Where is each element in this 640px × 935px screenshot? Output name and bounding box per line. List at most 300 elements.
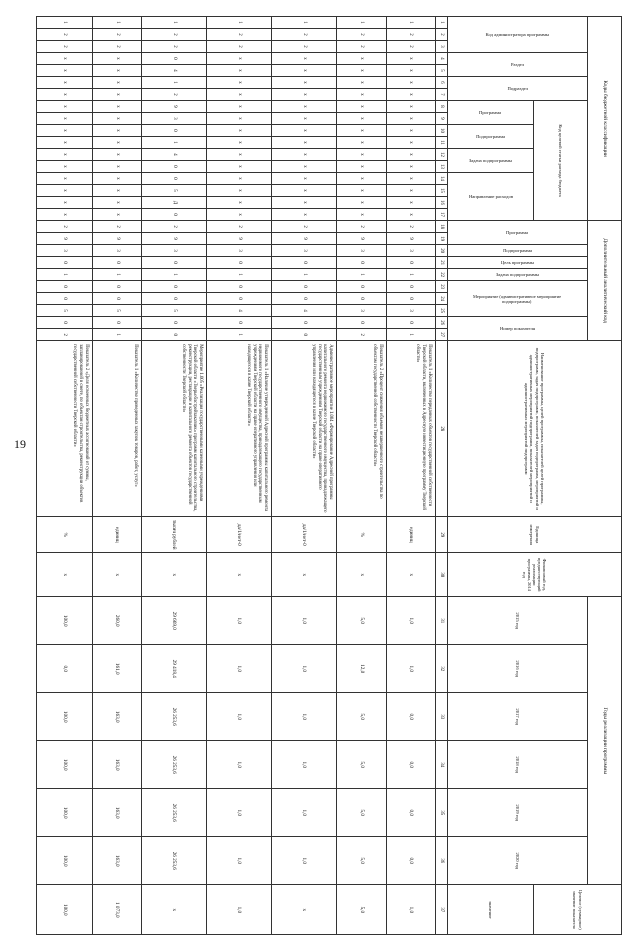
code-digit-cell: x <box>272 197 337 209</box>
code-digit-cell: 0 <box>37 293 93 305</box>
code-digit-cell: 2 <box>386 41 435 53</box>
year-value-cell: 163,0 <box>93 789 142 837</box>
code-digit-cell: 2 <box>386 221 435 233</box>
table-row <box>337 17 386 935</box>
code-digit-cell: x <box>93 53 142 65</box>
code-digit-cell: 2 <box>142 41 207 53</box>
code-digit-cell: 0 <box>93 293 142 305</box>
code-digit-cell: 2 <box>93 29 142 41</box>
code-digit-cell: x <box>93 173 142 185</box>
program-code-label: Программа <box>479 109 502 115</box>
year-value-cell: 1,0 <box>207 837 272 885</box>
column-number: 37 <box>436 885 448 935</box>
program-goal-header <box>448 257 588 269</box>
target-value-cell: 1,0 <box>386 885 435 935</box>
code-digit-cell: x <box>272 137 337 149</box>
year-2017-header: 2017 год <box>448 693 588 741</box>
table-row <box>142 17 207 935</box>
column-number: 21 <box>436 257 448 269</box>
year-value-cell: 0,0 <box>386 693 435 741</box>
column-number: 6 <box>436 77 448 89</box>
code-digit-cell: x <box>337 101 386 113</box>
column-number: 16 <box>436 197 448 209</box>
code-digit-cell: x <box>386 161 435 173</box>
code-digit-cell: x <box>272 89 337 101</box>
dac-subprogram-header <box>448 245 588 257</box>
table-body <box>37 17 436 935</box>
code-digit-cell: x <box>337 161 386 173</box>
indicator-number-header <box>448 317 588 341</box>
code-digit-cell: x <box>272 161 337 173</box>
code-digit-cell: x <box>37 185 93 197</box>
unit-cell: да/1/нет-0 <box>207 517 272 553</box>
year-value-cell: 1,0 <box>386 645 435 693</box>
base-year-column-header: Финансовый год, предшествующий реализации программы, 2014 год <box>448 553 622 597</box>
year-value-cell: 5,0 <box>337 789 386 837</box>
year-value-cell: 163,0 <box>93 837 142 885</box>
year-value-cell: 1,0 <box>207 645 272 693</box>
year-value-cell: 1,0 <box>272 837 337 885</box>
code-digit-cell: x <box>37 53 93 65</box>
code-digit-cell: x <box>337 149 386 161</box>
base-year-cell: x <box>37 553 93 597</box>
unit-cell: единиц <box>386 517 435 553</box>
code-digit-cell: 3 <box>207 245 272 257</box>
measures-label: Мероприятие (административное мероприятие подпрограммы) <box>473 293 562 304</box>
code-digit-cell: x <box>207 53 272 65</box>
program-indicators-table <box>36 16 622 935</box>
code-digit-cell: 1 <box>207 269 272 281</box>
year-value-cell: 29 418,4 <box>142 645 207 693</box>
code-digit-cell: x <box>207 65 272 77</box>
code-digit-cell: x <box>337 65 386 77</box>
base-year-cell: x <box>386 553 435 597</box>
code-digit-cell: 0 <box>142 125 207 137</box>
year-value-cell: 1,0 <box>272 789 337 837</box>
code-digit-cell: 4 <box>207 305 272 317</box>
code-digit-cell: x <box>37 101 93 113</box>
column-number: 28 <box>436 341 448 517</box>
code-digit-cell: x <box>272 173 337 185</box>
code-digit-cell: x <box>337 209 386 221</box>
year-value-cell: 0,0 <box>386 741 435 789</box>
code-digit-cell: x <box>386 101 435 113</box>
code-digit-cell: 2 <box>142 89 207 101</box>
code-digit-cell: 0 <box>93 281 142 293</box>
code-digit-cell: x <box>93 149 142 161</box>
code-digit-cell: 9 <box>207 233 272 245</box>
code-digit-cell: x <box>386 53 435 65</box>
column-number: 10 <box>436 125 448 137</box>
code-digit-cell: 9 <box>37 233 93 245</box>
code-digit-cell: 2 <box>337 29 386 41</box>
code-digit-cell: 0 <box>337 317 386 329</box>
code-digit-cell: 0 <box>207 317 272 329</box>
code-digit-cell: 5 <box>93 305 142 317</box>
code-digit-cell: x <box>37 197 93 209</box>
code-digit-cell: 2 <box>142 221 207 233</box>
code-digit-cell: 3 <box>337 245 386 257</box>
base-year-cell: x <box>272 553 337 597</box>
code-digit-cell: x <box>93 89 142 101</box>
code-digit-cell: x <box>386 149 435 161</box>
budget-classification-header: Коды бюджетной классификации <box>588 17 622 221</box>
code-digit-cell: x <box>272 209 337 221</box>
code-digit-cell: x <box>337 53 386 65</box>
code-digit-cell: x <box>272 113 337 125</box>
column-number: 17 <box>436 209 448 221</box>
code-digit-cell: x <box>37 173 93 185</box>
page-number: 19 <box>14 437 26 451</box>
code-digit-cell: x <box>207 197 272 209</box>
year-value-cell: 5,0 <box>337 837 386 885</box>
program-goal-label: Цель программы <box>500 259 535 265</box>
code-digit-cell: 3 <box>142 245 207 257</box>
year-value-cell: 1,0 <box>207 693 272 741</box>
year-2018-header: 2018 год <box>448 741 588 789</box>
code-digit-cell: 3 <box>386 305 435 317</box>
code-digit-cell: x <box>207 125 272 137</box>
year-2020-header: 2020 год <box>448 837 588 885</box>
column-number: 8 <box>436 101 448 113</box>
year-value-cell: 163,0 <box>93 741 142 789</box>
unit-cell: % <box>37 517 93 553</box>
code-digit-cell: 1 <box>142 269 207 281</box>
code-digit-cell: x <box>93 161 142 173</box>
code-digit-cell: 3 <box>142 113 207 125</box>
code-digit-cell: 0 <box>207 281 272 293</box>
code-digit-cell: x <box>37 161 93 173</box>
code-digit-cell: 2 <box>207 29 272 41</box>
admin-code-label: Код администратора программы <box>485 31 550 37</box>
year-value-cell: 1,0 <box>207 741 272 789</box>
year-value-cell: 5,0 <box>337 693 386 741</box>
code-digit-cell: 3 <box>37 245 93 257</box>
year-value-cell: 1,0 <box>207 597 272 645</box>
row-description: Показатель 2 «Доля освоенных бюджетных ассигнований от суммы, запланированной в смете, по объектам строительства, реконструкции объектов государственной собственности Тверской области» <box>37 341 93 517</box>
code-digit-cell: x <box>93 101 142 113</box>
row-description: Показатель 1 «Количество переданных объектов государственной собственности Тверской области, включенных в Адресную инвестиционную программу Тверской области» <box>386 341 435 517</box>
code-digit-cell: x <box>386 89 435 101</box>
code-digit-cell: x <box>37 65 93 77</box>
code-digit-cell: 0 <box>142 209 207 221</box>
year-value-cell: 26 253,6 <box>142 837 207 885</box>
column-number: 36 <box>436 837 448 885</box>
section-header <box>448 53 588 77</box>
unit-cell: единиц <box>93 517 142 553</box>
code-digit-cell: x <box>337 113 386 125</box>
code-digit-cell: 1 <box>386 329 435 341</box>
code-digit-cell: x <box>37 113 93 125</box>
code-digit-cell: 0 <box>37 257 93 269</box>
column-number: 18 <box>436 221 448 233</box>
code-digit-cell: x <box>207 101 272 113</box>
code-digit-cell: 0 <box>142 257 207 269</box>
code-digit-cell: x <box>37 125 93 137</box>
code-digit-cell: 9 <box>142 101 207 113</box>
column-number: 11 <box>436 137 448 149</box>
year-value-cell: 1,0 <box>386 597 435 645</box>
year-2015-header: 2015 год <box>448 597 588 645</box>
code-digit-cell: 2 <box>272 29 337 41</box>
year-value-cell: 0,0 <box>386 837 435 885</box>
target-value-cell: 1,0 <box>207 885 272 935</box>
code-digit-cell: 1 <box>142 17 207 29</box>
code-digit-cell: x <box>386 65 435 77</box>
code-digit-cell: 0 <box>142 329 207 341</box>
code-digit-cell: 1 <box>337 17 386 29</box>
row-description: Показатель 1 «Количество проведенных закупок товаров, работ, услуг» <box>93 341 142 517</box>
target-value-header: Целевое (суммарное) значение показателя <box>534 885 622 935</box>
target-value-cell: 5,0 <box>337 885 386 935</box>
code-digit-cell: x <box>207 77 272 89</box>
value-header: значение <box>448 885 534 935</box>
year-value-cell: 26 253,6 <box>142 693 207 741</box>
code-digit-cell: 2 <box>207 41 272 53</box>
code-digit-cell: 0 <box>386 257 435 269</box>
target-article-code-header: Код целевой статьи расхода бюджета <box>534 101 588 221</box>
code-digit-cell: x <box>337 173 386 185</box>
table-row <box>93 17 142 935</box>
base-year-cell: x <box>142 553 207 597</box>
column-number: 20 <box>436 245 448 257</box>
code-digit-cell: 0 <box>386 281 435 293</box>
code-digit-cell: x <box>272 77 337 89</box>
code-digit-cell: x <box>207 113 272 125</box>
year-value-cell: 1,0 <box>272 741 337 789</box>
dac-subprogram-task-header <box>448 269 588 281</box>
code-digit-cell: 3 <box>272 245 337 257</box>
subsection-header <box>448 77 588 101</box>
code-digit-cell: x <box>272 149 337 161</box>
code-digit-cell: x <box>93 185 142 197</box>
code-digit-cell: 0 <box>142 173 207 185</box>
code-digit-cell: x <box>93 65 142 77</box>
indicator-number-label: Номер показателя <box>499 326 536 332</box>
code-digit-cell: x <box>207 161 272 173</box>
code-digit-cell: x <box>337 125 386 137</box>
year-2016-header: 2016 год <box>448 645 588 693</box>
unit-cell: тысяч рублей <box>142 517 207 553</box>
name-column-header: Наименование программы, целей программы, показателей целей программы, подпрограмм, задач подпрограмм, показателей задач подпрограмм, мероприятий и административных мероприятий подпрограмм, показателей мероприятий и административных мероприятий подпрограмм <box>448 341 622 517</box>
column-number: 3 <box>436 41 448 53</box>
rotated-page-area <box>36 16 622 930</box>
code-digit-cell: 1 <box>272 269 337 281</box>
code-digit-cell: x <box>207 137 272 149</box>
year-value-cell: 1,0 <box>272 645 337 693</box>
code-digit-cell: 2 <box>337 329 386 341</box>
row-description: Показатель 2 «Процент снижения объемов незавершенного строительства по объектам государственной собственности Тверской области» <box>337 341 386 517</box>
code-digit-cell: 1 <box>142 137 207 149</box>
column-number: 14 <box>436 173 448 185</box>
code-digit-cell: 2 <box>93 221 142 233</box>
code-digit-cell: 3 <box>337 305 386 317</box>
column-number: 19 <box>436 233 448 245</box>
column-number: 26 <box>436 317 448 329</box>
target-value-cell: 1 073,0 <box>93 885 142 935</box>
code-digit-cell: 2 <box>337 41 386 53</box>
column-number: 13 <box>436 161 448 173</box>
code-digit-cell: 0 <box>142 53 207 65</box>
code-digit-cell: 3 <box>93 245 142 257</box>
code-digit-cell: 0 <box>37 281 93 293</box>
code-digit-cell: 2 <box>37 329 93 341</box>
code-digit-cell: 1 <box>37 269 93 281</box>
table-row <box>37 17 93 935</box>
code-digit-cell: x <box>37 89 93 101</box>
code-digit-cell: 0 <box>272 281 337 293</box>
code-digit-cell: x <box>37 209 93 221</box>
year-value-cell: 0,0 <box>386 789 435 837</box>
column-number: 25 <box>436 305 448 317</box>
code-digit-cell: 2 <box>93 41 142 53</box>
code-digit-cell: 3 <box>386 245 435 257</box>
subprogram-code-label: Подпрограмма <box>476 133 505 139</box>
code-digit-cell: 1 <box>93 17 142 29</box>
code-digit-cell: x <box>207 185 272 197</box>
code-digit-cell: 2 <box>37 221 93 233</box>
dac-program-label: Программа <box>506 229 529 235</box>
year-value-cell: 5,0 <box>337 741 386 789</box>
subprogram-code-header <box>448 125 534 149</box>
code-digit-cell: 0 <box>337 293 386 305</box>
year-2019-header: 2019 год <box>448 789 588 837</box>
landscape-sheet <box>36 16 622 930</box>
code-digit-cell: 0 <box>142 161 207 173</box>
code-digit-cell: x <box>386 209 435 221</box>
code-digit-cell: x <box>386 185 435 197</box>
unit-cell: да/1/нет-0 <box>272 517 337 553</box>
unit-column-header: Единица измерения <box>448 517 622 553</box>
code-digit-cell: 1 <box>93 329 142 341</box>
column-number: 29 <box>436 517 448 553</box>
column-number: 33 <box>436 693 448 741</box>
dac-subprogram-task-label: Задача подпрограммы <box>495 271 540 277</box>
dac-subprogram-label: Подпрограмма <box>503 247 532 253</box>
code-digit-cell: 0 <box>386 317 435 329</box>
code-digit-cell: 0 <box>272 317 337 329</box>
column-number: 2 <box>436 29 448 41</box>
row-description: Административное мероприятие 1.004 «Формирование Адресной программы капитального ремонта недвижимого государственного имущества, принадлежащего государственным учреждениям Тверской области на праве оперативного управления или находящегося в казне Тверской области» <box>272 341 337 517</box>
column-number: 15 <box>436 185 448 197</box>
code-digit-cell: 9 <box>337 233 386 245</box>
base-year-cell: x <box>207 553 272 597</box>
column-numbers-row <box>436 17 448 935</box>
code-digit-cell: 5 <box>142 305 207 317</box>
code-digit-cell: 1 <box>207 329 272 341</box>
year-value-cell: 26 253,6 <box>142 789 207 837</box>
year-value-cell: 163,0 <box>93 693 142 741</box>
code-digit-cell: x <box>337 137 386 149</box>
years-header: Годы реализации программы <box>588 597 622 885</box>
year-value-cell: 1,0 <box>272 693 337 741</box>
base-year-cell: x <box>337 553 386 597</box>
code-digit-cell: x <box>386 197 435 209</box>
code-digit-cell: x <box>337 77 386 89</box>
year-value-cell: 1,0 <box>207 789 272 837</box>
expense-direction-header <box>448 173 534 221</box>
code-digit-cell: x <box>386 173 435 185</box>
code-digit-cell: 2 <box>272 221 337 233</box>
code-digit-cell: 2 <box>207 221 272 233</box>
code-digit-cell: 0 <box>37 317 93 329</box>
code-digit-cell: 4 <box>142 149 207 161</box>
code-digit-cell: x <box>337 89 386 101</box>
code-digit-cell: 4 <box>272 305 337 317</box>
code-digit-cell: 2 <box>272 41 337 53</box>
code-digit-cell: 1 <box>207 17 272 29</box>
column-number: 30 <box>436 553 448 597</box>
subsection-label: Подраздел <box>507 85 528 91</box>
code-digit-cell: x <box>93 125 142 137</box>
year-value-cell: 5,0 <box>337 597 386 645</box>
year-value-cell: 100,0 <box>37 837 93 885</box>
code-digit-cell: 0 <box>207 293 272 305</box>
code-digit-cell: x <box>207 149 272 161</box>
year-value-cell: 100,0 <box>37 741 93 789</box>
code-digit-cell: x <box>207 209 272 221</box>
code-digit-cell: x <box>37 149 93 161</box>
year-value-cell: 29 669,0 <box>142 597 207 645</box>
column-number: 4 <box>436 53 448 65</box>
code-digit-cell: 0 <box>272 329 337 341</box>
code-digit-cell: 2 <box>37 41 93 53</box>
code-digit-cell: 0 <box>272 257 337 269</box>
year-value-cell: 100,0 <box>37 597 93 645</box>
code-digit-cell: x <box>337 197 386 209</box>
code-digit-cell: 9 <box>272 233 337 245</box>
code-digit-cell: 9 <box>93 233 142 245</box>
code-digit-cell: 1 <box>386 269 435 281</box>
code-digit-cell: 0 <box>207 257 272 269</box>
expense-direction-label: Направление расходов <box>468 193 513 199</box>
code-digit-cell: x <box>386 125 435 137</box>
target-value-cell: x <box>142 885 207 935</box>
code-digit-cell: 0 <box>93 317 142 329</box>
column-number: 31 <box>436 597 448 645</box>
code-digit-cell: x <box>207 173 272 185</box>
code-digit-cell: 1 <box>386 17 435 29</box>
year-value-cell: 1,0 <box>272 597 337 645</box>
unit-cell: % <box>337 517 386 553</box>
code-digit-cell: x <box>272 101 337 113</box>
table-row <box>207 17 272 935</box>
row-description: Показатель 1 «Наличие утвержденной Адресной программы капитального ремонта недвижимого государственного имущества, принадлежащего государственным учреждениям Тверской области на праве оперативного управления или находящегося в казне Тверской области» <box>207 341 272 517</box>
column-number: 9 <box>436 113 448 125</box>
code-digit-cell: 0 <box>337 281 386 293</box>
code-digit-cell: 2 <box>142 29 207 41</box>
column-number: 35 <box>436 789 448 837</box>
code-digit-cell: 2 <box>337 221 386 233</box>
code-digit-cell: Д <box>142 197 207 209</box>
code-digit-cell: x <box>93 77 142 89</box>
code-digit-cell: x <box>37 77 93 89</box>
code-digit-cell: x <box>93 113 142 125</box>
code-digit-cell: x <box>37 137 93 149</box>
year-value-cell: 161,0 <box>93 645 142 693</box>
year-value-cell: 260,0 <box>93 597 142 645</box>
code-digit-cell: 9 <box>386 233 435 245</box>
column-number: 34 <box>436 741 448 789</box>
code-digit-cell: x <box>386 77 435 89</box>
year-value-cell: 12,0 <box>337 645 386 693</box>
code-digit-cell: 0 <box>93 257 142 269</box>
code-digit-cell: 5 <box>37 305 93 317</box>
year-value-cell: 26 253,6 <box>142 741 207 789</box>
code-digit-cell: 2 <box>386 29 435 41</box>
code-digit-cell: x <box>272 185 337 197</box>
code-digit-cell: 9 <box>142 233 207 245</box>
